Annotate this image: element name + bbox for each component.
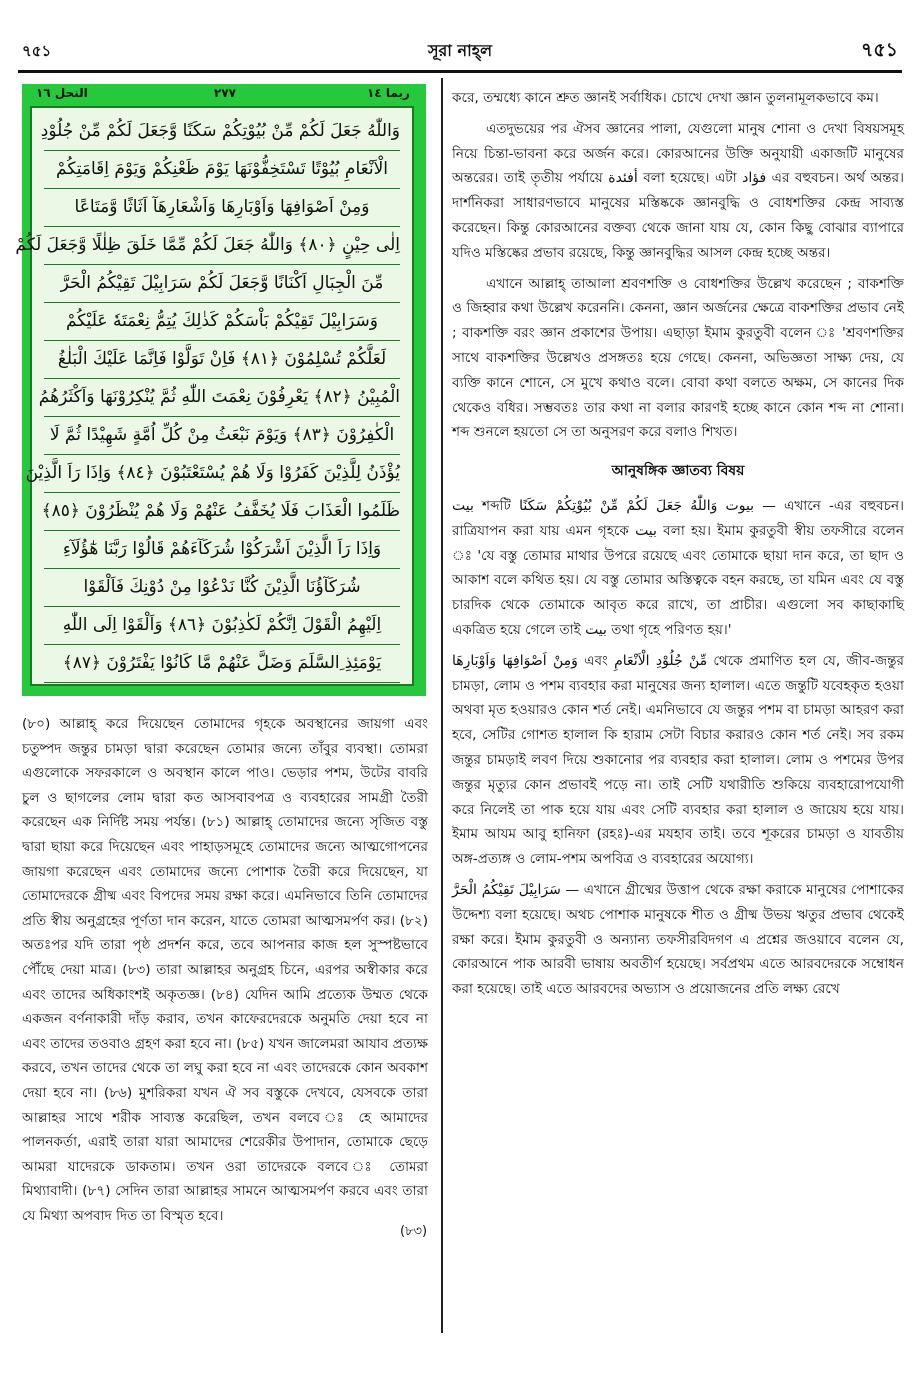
surah-title: সূরা নাহ্‌ল [427, 41, 493, 60]
arabic-term: فؤاد [742, 170, 767, 187]
left-footer-number: (৮৩) [400, 1224, 428, 1239]
page-number-right: ৭৫১ [860, 39, 898, 61]
arabic-term: بيت [635, 522, 657, 539]
quran-text-box [15, 106, 414, 686]
arabic-quote: وَمِنْ اَصْوَافِهَا وَاَوْبَارِهَا [452, 652, 578, 669]
quran-line: وَمِنْ اَصْوَافِهَا وَاَوْبَارِهَا وَاَشْعَارِهَآ اَثَاثًا وَّمَتَاعًا [44, 188, 400, 227]
translation-text: (৮০) আল্লাহ্‌ করে দিয়েছেন তোমাদের গৃহকে অবস্থানের জায়গা এবং চতুষ্পদ জন্তুর চামড়া দ্বারা করেছেন তোমার জন্যে তাঁবুর ব্যবস্থা। তোমরা এগুলোকে সফরকালে ও অবস্থান কালে পাও। ভেড়ার পশম, উটের বাবরি চুল ও ছাগলের লোম দ্বারা কত আসবাবপত্র ও ব্যবহারের সামগ্রী তৈরী করেছেন এক নির্দিষ্ট সময় পর্যন্ত। (৮১) আল্লাহ্‌ তোমাদের জন্যে সৃজিত বস্তু দ্বারা ছায়া করে দিয়েছেন এবং পাহাড়সমূহে তোমাদের জন্যে আত্মগোপনের জায়গা করেছেন এবং তোমাদের জন্যে পোশাক তৈরী করে দিয়েছেন, যা তোমাদেরকে গ্রীষ্ম এবং বিপদের সময় রক্ষা করে। এমনিভাবে তিনি তোমাদের প্রতি স্বীয় অনুগ্রহের পূর্ণতা দান করেন, যাতে তোমরা আত্মসমর্পণ কর। (৮২) অতঃপর যদি তারা পৃষ্ঠ প্রদর্শন করে, তবে আপনার কাজ হল সুস্পষ্টভাবে পৌঁছে দেয়া মাত্র। (৮৩) তারা আল্লাহর অনুগ্রহ চিনে, এরপর অস্বীকার করে এবং তাদের অধিকাংশই অকৃতজ্ঞ। (৮৪) যেদিন আমি প্রত্যেক উম্মত থেকে একজন বর্ণনাকারী দাঁড় করাব, তখন কাফেরদেরকে অনুমতি দেয়া হবে না এবং তাদের তওবাও গ্রহণ করা হবে না। (৮৫) যখন জালেমরা আযাব প্রত্যক্ষ করবে, তখন তাদের থেকে তা লঘু করা হবে না এবং তাদেরকে কোন অবকাশ দেয়া হবে না। (৮৬) মুশরিকরা যখন ঐ সব বস্তুকে দেখবে, যেসবকে তারা আল্লাহর সাথে শরীক সাব্যস্ত করেছিল, তখন বলবে ঃ হে আমাদের পালনকর্তা, এরাই তারা যারা আমাদের শেরেকীর উপাদান, তোমাকে ছেড়ে আমরা যাদেরকে ডাকতাম। তখন ওরা তাদেরকে বলবে ঃ তোমরা মিথ্যাবাদী। (৮৭) সেদিন তারা আল্লাহর সামনে আত্মসমর্পণ করবে এবং তারা যে মিথ্যা অপবাদ দিত তা বিস্মৃত হবে। [22, 716, 428, 1224]
paragraph-2: এতদুভয়ের পর ঐসব জ্ঞানের পালা, যেগুলো মানুষ শোনা ও দেখা বিষয়সমূহ নিয়ে চিন্তা-ভাবনা করে অর্জন করে। কোরআনের উক্তি অনুযায়ী একাজটি মানুষের অন্তরের। তাই তৃতীয় পর্যায়ে أفئدة বলা হয়েছে। এটা فؤاد এর বহুবচন। অর্থ অন্তর। দার্শনিকরা সাধারণভাবে মানুষের মস্তিষ্ককে জ্ঞানবুদ্ধি ও বোধশক্তির কেন্দ্র সাব্যস্ত করেছেন। কিন্তু কোরআনের বক্তব্য থেকে জানা যায় যে, কোন কিছু বোঝার ব্যাপারে যদিও মস্তিষ্কের প্রভাব রয়েছে, কিন্তু জ্ঞানবুদ্ধির আসল কেন্দ্র হচ্ছে অন্তর। [452, 120, 905, 261]
header-rule [18, 70, 902, 73]
page-number-left: ৭৫১ [22, 42, 52, 60]
paragraph-4: بيت শব্দটি بيوت وَاللّٰهُ جَعَلَ لَكُمْ مِّنْ بُيُوْتِكُمْ سَكَنًا — এখানে -এর বহুবচন। রাত্রিযাপন করা যায় এমন গৃহকে بيت বলা হয়। ইমাম কুরতুবী স্বীয় তফসীরে বলেন ঃ 'যে বস্তু তোমার মাথার উপরে রয়েছে এবং তোমাকে ছায়া দান করে, তা ছাদ ও আকাশ বলে কথিত হয়। যে বস্তু তোমার অস্তিত্বকে বহন করছে, তা যমিন এবং যে বস্তু চারদিক থেকে তোমাকে আবৃত করে রাখে, তা প্রাচীর। এগুলো সব কাছাকাছি একত্রিত হয়ে গেলে তাই بيت তথা গৃহে পরিণত হয়।' [452, 497, 904, 638]
arabic-term: بيت [452, 497, 474, 514]
quran-line: الْاَنْعَامِ بُيُوْتًا تَسْتَخِفُّوْنَهَا يَوْمَ ظَعْنِكُمْ وَيَوْمَ اِقَامَتِكُمْ [44, 150, 400, 189]
quran-line: يَوْمَئِذِ ِالسَّلَمَ وَضَلَّ عَنْهُمْ مَّا كَانُوْا يَفْتَرُوْنَ ﴿٨٧﴾ [44, 644, 400, 683]
paragraph-6: سَرَابِيْلَ تَقِيْكُمُ الْحَرَّ — এখানে গ্রীষ্মের উত্তাপ থেকে রক্ষা করাকে মানুষের পোশাকের উদ্দেশ্য বলা হয়েছে। অথচ পোশাক মানুষকে শীত ও গ্রীষ্ম উভয় ঋতুর প্রভাব থেকেই রক্ষা করে। ইমাম কুরতুবী ও অন্যান্য তফসীরবিদগণ এ প্রশ্নের জওয়াবে বলেন যে, কোরআনে পাক আরবী ভাষায় অবতীর্ণ হয়েছে। সর্বপ্রথম এতে আরবদেরকে সম্বোধন করা হয়েছে। তাই এতে আরবদের অভ্যাস ও প্রয়োজনের প্রতি লক্ষ্য রেখে [452, 881, 904, 998]
quran-line: ظَلَمُوا الْعَذَابَ فَلَا يُخَفَّفُ عَنْهُمْ وَلَا هُمْ يُنْظَرُوْنَ ﴿٨٥﴾ [44, 492, 400, 531]
quran-line: يُؤْذَنُ لِلَّذِيْنَ كَفَرُوْا وَلَا هُمْ يُسْتَعْتَبُوْنَ ﴿٨٤﴾ وَاِذَا رَاَ الَّذِيْنَ [44, 454, 400, 493]
quran-line: الْمُبِيْنُ ﴿٨٢﴾ يَعْرِفُوْنَ نِعْمَتَ اللّٰهِ ثُمَّ يُنْكِرُوْنَهَا وَاَكْثَرُهُمُ [44, 378, 400, 417]
quran-line: وَاِذَا رَاَ الَّذِيْنَ اَشْرَكُوْا شُرَكَآءَهُمْ قَالُوْا رَبَّنَا هٰٓؤُلَآءِ [44, 530, 400, 569]
arabic-term: بيوت [725, 497, 755, 514]
quran-panel [15, 84, 426, 696]
quran-line: شُرَكَآؤُنَا الَّذِيْنَ كُنَّا نَدْعُوْا مِنْ دُوْنِكَ فَاَلْقَوْا [44, 568, 400, 607]
arabic-quote: وَاللّٰهُ جَعَلَ لَكُمْ مِّنْ بُيُوْتِكُمْ سَكَنًا [519, 497, 718, 514]
quran-line: اِلَيْهِمُ الْقَوْلَ اِنَّكُمْ لَكٰذِبُوْنَ ﴿٨٦﴾ وَاَلْقَوْا اِلَى اللّٰهِ [44, 606, 400, 645]
arabic-quote: سَرَابِيْلَ تَقِيْكُمُ الْحَرَّ [452, 881, 561, 898]
arabic-term: أفئدة [608, 170, 638, 187]
quran-line: لَعَلَّكُمْ تُسْلِمُوْنَ ﴿٨١﴾ فَاِنْ تَوَلَّوْا فَاِنَّمَا عَلَيْكَ الْبَلٰغُ [44, 340, 400, 379]
quran-line: وَسَرَابِيْلَ تَقِيْكُمْ بَاْسَكُمْ كَذٰلِكَ يُتِمُّ نِعْمَتَهٗ عَلَيْكُمْ [44, 302, 400, 341]
quran-line: الْكٰفِرُوْنَ ﴿٨٣﴾ وَيَوْمَ نَبْعَثُ مِنْ كُلِّ اُمَّةٍ شَهِيْدًا ثُمَّ لَا [44, 416, 400, 455]
quran-line: مِّنَ الْجِبَالِ اَكْنَانًا وَّجَعَلَ لَكُمْ سَرَابِيْلَ تَقِيْكُمُ الْحَرَّ [44, 264, 400, 303]
arabic-quote: مِّنْ جُلُوْدِ الْاَنْعَامِ [614, 652, 708, 669]
panel-juz-label: ربما ١٤ [367, 86, 410, 100]
paragraph-1: করে, তম্মধ্যে কানে শ্রুত জ্ঞানই সর্বাধিক। চোখে দেখা জ্ঞান তুলনামূলকভাবে কম। [452, 90, 879, 106]
section-title: আনুষঙ্গিক জ্ঞাতব্য বিষয় [611, 463, 745, 480]
quran-line: اِلٰى حِيْنٍ ﴿٨٠﴾ وَاللّٰهُ جَعَلَ لَكُمْ مِّمَّا خَلَقَ ظِلٰلًا وَّجَعَلَ لَكُمْ [44, 226, 400, 265]
quran-line: وَاللّٰهُ جَعَلَ لَكُمْ مِّنْ بُيُوْتِكُمْ سَكَنًا وَّجَعَلَ لَكُمْ مِّنْ جُلُوْدِ [44, 112, 400, 151]
panel-page-number: ٢٧٧ [214, 86, 236, 100]
panel-surah-label: النحل ١٦ [36, 86, 88, 100]
column-divider [441, 78, 443, 1333]
page-header [0, 0, 920, 74]
paragraph-3: এখানে আল্লাহ্‌ তাআলা শ্রবণশক্তি ও বোধশক্তির উল্লেখ করেছেন ; বাকশক্তি ও জিহ্বার কথা উল্লেখ করেননি। কেননা, জ্ঞান অর্জনের ক্ষেত্রে বাকশক্তির প্রভাব নেই ; বাকশক্তি বরং জ্ঞান প্রকাশের উপায়। এছাড়া ইমাম কুরতুবী বলেন ঃ 'শ্রবণশক্তির সাথে বাকশক্তির উল্লেখও প্রসঙ্গতঃ হয়ে গেছে। কেননা, অভিজ্ঞতা সাক্ষ্য দেয়, যে ব্যক্তি কানে শোনে, সে মুখে কথাও বলে। বোবা কথা বলতে অক্ষম, সে কানের দিক থেকেও বধির। সম্ভবতঃ তার কথা না বলার কারণই হচ্ছে কানে কোন শব্দ না শোনা। শব্দ শুনলে হয়তো সে তা অনুসরণ করে বলাও শিখত। [452, 275, 905, 441]
commentary-column [452, 86, 904, 1008]
arabic-term: بيت [585, 621, 607, 638]
paragraph-5: وَمِنْ اَصْوَافِهَا وَاَوْبَارِهَا এবং مِّنْ جُلُوْدِ الْاَنْعَامِ থেকে প্রমাণিত হল যে, জীব-জন্তুর চামড়া, লোম ও পশম ব্যবহার করা মানুষের জন্য হালাল। এতে জন্তুটি যবেহকৃত হওয়া অথবা মৃত হওয়ারও কোন শর্ত নেই। এমনিভাবে যে জন্তুর পশম বা চামড়া আহরণ করা হবে, সেটির গোশত হালাল কি হারাম সেটা বিচার করারও কোন শর্ত নেই। সব রকম জন্তুর চামড়াই লবণ দিয়ে শুকানোর পর ব্যবহার করা হালাল। লোম ও পশমের উপর জন্তুর মৃত্যুর কোন প্রভাবই পড়ে না। তাই সেটি যথারীতি শুকিয়ে ব্যবহারোপযোগী করে নিলেই তা পাক হয়ে যায় এবং সেটি ব্যবহার করা হালাল ও জায়েয হয়ে যায়। ইমাম আযম আবু হানিফা (রহঃ)-এর মযহাব তাই। তবে শূকরের চামড়া ও যাবতীয় অঙ্গ-প্রত্যঙ্গ ও লোম-পশম অপবিত্র ও ব্যবহারের অযোগ্য। [452, 652, 904, 868]
